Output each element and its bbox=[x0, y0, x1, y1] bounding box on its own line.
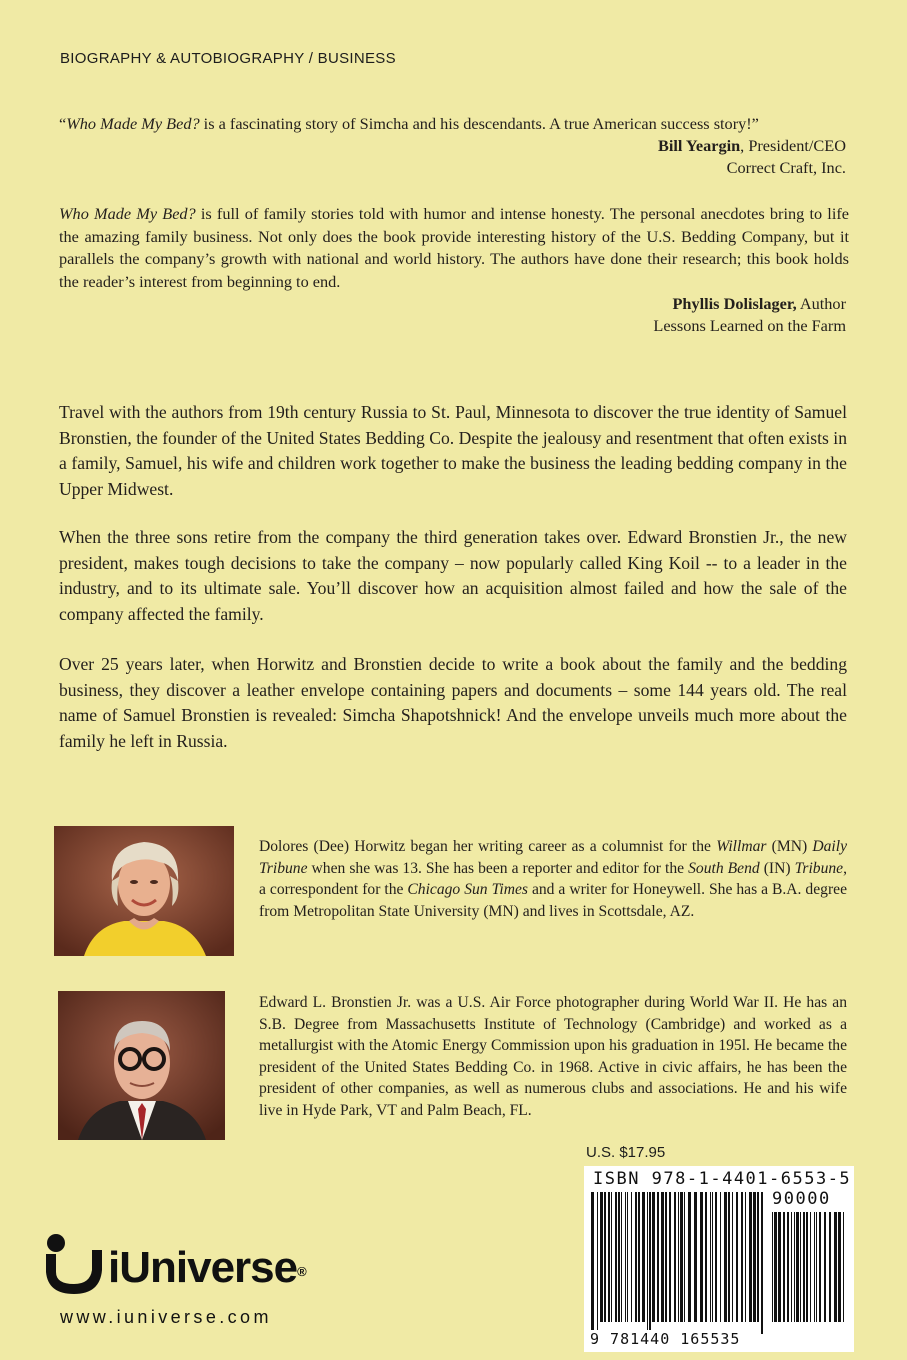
barcode-bar bbox=[772, 1212, 773, 1322]
review-quote-1: “Who Made My Bed? is a fascinating story of Simcha and his descendants. A true American success story!” bbox=[59, 114, 759, 133]
barcode-bar bbox=[678, 1192, 679, 1322]
barcode-bar bbox=[665, 1192, 667, 1322]
publisher-url: www.iuniverse.com bbox=[60, 1307, 272, 1327]
barcode-bar bbox=[753, 1192, 756, 1322]
barcode-bar bbox=[724, 1192, 727, 1322]
barcode-bar bbox=[814, 1212, 815, 1322]
barcode-bar bbox=[710, 1192, 711, 1322]
barcode-bar bbox=[796, 1212, 799, 1322]
barcode-bar bbox=[843, 1212, 844, 1322]
barcode-bar bbox=[834, 1212, 837, 1322]
barcode-bar bbox=[661, 1192, 664, 1322]
barcode-bar bbox=[749, 1192, 752, 1322]
barcode-bar bbox=[732, 1192, 733, 1322]
barcode-bar bbox=[597, 1192, 598, 1334]
barcode-bar bbox=[647, 1192, 648, 1334]
barcode-bar bbox=[652, 1192, 655, 1322]
author-bio-edward-bronstien: Edward L. Bronstien Jr. was a U.S. Air Force photographer during World War II. He has an S.B. Degree from Massachusetts Institute of Technology (Cambridge) and worked as a metallurgist with the Atomic Energy Commission upon his graduation in 195l. He became the president of the United States Bedding Co. in 1968. Active in civic affairs, he has been the president of other companies, as well as numerous clubs and associations. He and his wife live in Hyde Park, VT and Palm Beach, FL. bbox=[259, 994, 847, 1119]
barcode-bar bbox=[794, 1212, 795, 1322]
barcode-bar bbox=[625, 1192, 626, 1322]
barcode-bar bbox=[810, 1212, 811, 1322]
barcode-bar bbox=[791, 1212, 792, 1322]
barcode-bar bbox=[642, 1192, 645, 1322]
addon-number: 90000 bbox=[772, 1189, 831, 1209]
barcode-bar bbox=[591, 1192, 594, 1334]
barcode-bar bbox=[627, 1192, 628, 1322]
review-attribution-1: Bill Yeargin, President/CEO bbox=[658, 136, 846, 155]
barcode-bar bbox=[600, 1192, 603, 1322]
barcode-bar bbox=[669, 1192, 671, 1322]
barcode-bar bbox=[705, 1192, 707, 1322]
barcode-digits: 9 781440 165535 bbox=[590, 1330, 741, 1348]
description-paragraph-2: When the three sons retire from the company the third generation takes over. Edward Bronstien Jr., the new president, makes tough decisions to take the company – now popularly called King Koil -- to a leader in the industry, and to its ultimate sale. You’ll discover how an acquisition almost failed and how the sale of the company affected the family. bbox=[59, 527, 847, 624]
barcode-bar bbox=[680, 1192, 683, 1322]
review-org-1: Correct Craft, Inc. bbox=[726, 158, 846, 177]
barcode-bar bbox=[604, 1192, 606, 1322]
barcode-bar bbox=[631, 1192, 632, 1322]
barcode-bar bbox=[694, 1192, 697, 1322]
barcode-bar bbox=[700, 1192, 703, 1322]
barcode-bar bbox=[621, 1192, 622, 1322]
barcode-bar bbox=[736, 1192, 738, 1322]
barcode-bar bbox=[674, 1192, 676, 1322]
barcode-bar bbox=[761, 1192, 763, 1334]
author-photo-edward-bronstien bbox=[58, 991, 225, 1140]
barcode-bar bbox=[608, 1192, 610, 1322]
barcode-bar bbox=[657, 1192, 659, 1322]
barcode-bar bbox=[638, 1192, 640, 1322]
author-bio-dee-horwitz: Dolores (Dee) Horwitz began her writing career as a columnist for the Willmar (MN) Daily Tribune when she was 13. She has been a reporter and editor for the South Bend (IN) Tribune, a correspondent for the Chicago Sun Times and a writer for Honeywell. She has a B.A. degree from Metropolitan State University (MN) and lives in Scottsdale, AZ. bbox=[259, 838, 848, 920]
barcode-bar bbox=[741, 1192, 743, 1322]
barcode-bar bbox=[824, 1212, 826, 1322]
barcode-bar bbox=[806, 1212, 808, 1322]
barcode-bar bbox=[715, 1192, 717, 1322]
barcode-bar bbox=[819, 1212, 821, 1322]
barcode-bar bbox=[803, 1212, 805, 1322]
barcode-bar bbox=[800, 1212, 801, 1322]
description-paragraph-1: Travel with the authors from 19th century Russia to St. Paul, Minnesota to discover the true identity of Samuel Bronstien, the founder of the United States Bedding Co. Despite the jealousy and resentment that often exists in a family, Samuel, his wife and children work together to make the business the leading bedding company in the Upper Midwest. bbox=[59, 402, 847, 499]
barcode-bar bbox=[635, 1192, 637, 1322]
isbn-number: ISBN 978-1-4401-6553-5 bbox=[593, 1169, 852, 1189]
barcode-bar bbox=[611, 1192, 612, 1322]
ean-barcode-bars bbox=[589, 1192, 765, 1334]
barcode-bar bbox=[688, 1192, 691, 1322]
category-label: BIOGRAPHY & AUTOBIOGRAPHY / BUSINESS bbox=[60, 50, 396, 67]
barcode-bar bbox=[816, 1212, 817, 1322]
barcode-bar bbox=[712, 1192, 713, 1322]
review-quote-2: Who Made My Bed? is full of family stories told with humor and intense honesty. The personal anecdotes bring to life the amazing family business. Not only does the book provide interesting history of the U.S. Bedding Company, but it parallels the company’s growth with national and world history. The authors have done their research; this book holds the reader’s interest from beginning to end. bbox=[59, 204, 849, 291]
description-paragraph-3: Over 25 years later, when Horwitz and Bronstien decide to write a book about the family and the bedding business, they discover a leather envelope containing papers and documents – some 144 years old. The real name of Samuel Bronstien is revealed: Simcha Shapotshnick! And the envelope unveils much more about the family he left in Russia. bbox=[59, 654, 847, 751]
review-org-2: Lessons Learned on the Farm bbox=[653, 316, 846, 335]
publisher-name: iUniverse® bbox=[108, 1243, 306, 1292]
barcode-bar bbox=[720, 1192, 721, 1322]
barcode-bar bbox=[757, 1192, 759, 1322]
barcode-bar bbox=[728, 1192, 730, 1322]
barcode-bar bbox=[745, 1192, 746, 1322]
barcode-bar bbox=[615, 1192, 617, 1322]
barcode-bar bbox=[787, 1212, 789, 1322]
addon-barcode-bars bbox=[770, 1212, 848, 1334]
price-label: U.S. $17.95 bbox=[586, 1144, 666, 1161]
barcode-bar bbox=[838, 1212, 841, 1322]
iuniverse-logo-icon bbox=[44, 1232, 104, 1294]
author-photo-dee-horwitz bbox=[54, 826, 234, 956]
barcode-bar bbox=[774, 1212, 777, 1322]
barcode-bar bbox=[618, 1192, 620, 1322]
barcode-bar bbox=[829, 1212, 831, 1322]
barcode-bar bbox=[778, 1212, 781, 1322]
barcode-bar bbox=[649, 1192, 651, 1334]
barcode-bar bbox=[783, 1212, 785, 1322]
review-attribution-2: Phyllis Dolislager, Author bbox=[672, 294, 846, 313]
isbn-barcode bbox=[584, 1166, 854, 1352]
barcode-bar bbox=[684, 1192, 685, 1322]
